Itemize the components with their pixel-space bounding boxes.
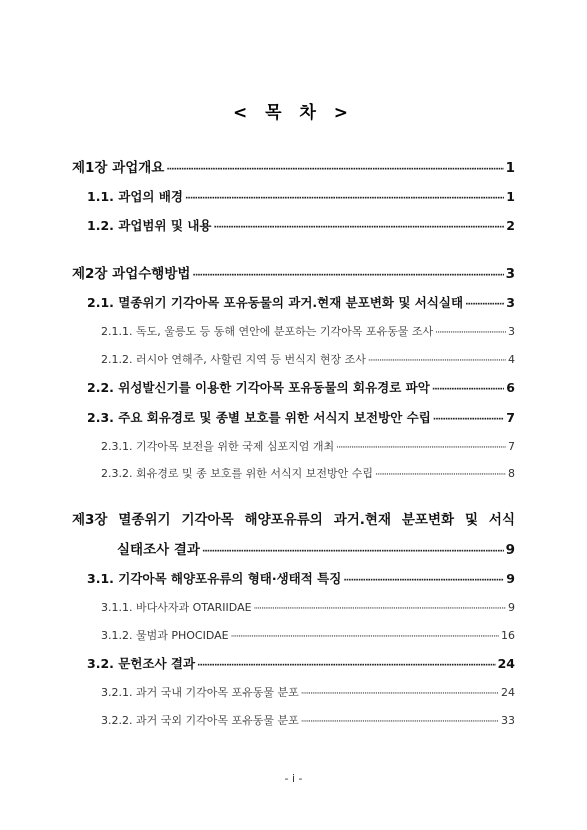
toc-entry-page: 6 (506, 380, 515, 395)
toc-entry-3-2-2[interactable] (101, 712, 515, 728)
toc-entry-page: 9 (508, 601, 515, 614)
toc-entry-label: 1.2. 과업범위 및 내용 (87, 218, 212, 233)
leader-dots (185, 195, 504, 204)
page-number: - i - (284, 772, 303, 785)
leader-dots (465, 301, 504, 310)
toc-entry-label: 2.1.2. 러시아 연해주, 사할린 지역 등 번식지 현장 조사 (101, 353, 366, 366)
toc-title: < 목 차 > (232, 103, 355, 123)
toc-entry-ch1[interactable] (72, 156, 515, 176)
leader-dots (343, 577, 504, 586)
toc-entry-label: 제1장 과업개요 (72, 160, 165, 176)
toc-entry-label: 3.1. 기각아목 해양포유류의 형태·생태적 특징 (87, 571, 342, 586)
toc-entry-page: 8 (508, 467, 515, 480)
toc-entry-page: 7 (508, 440, 515, 453)
toc-entry-label: 3.1.2. 물범과 PHOCIDAE (101, 629, 229, 642)
toc-entry-ch3[interactable] (117, 538, 515, 558)
toc-entry-label: 2.3. 주요 회유경로 및 종별 보호를 위한 서식지 보전방안 수립 (87, 410, 431, 425)
leader-dots (433, 416, 505, 425)
leader-dots (254, 605, 506, 614)
toc-entry-label: 2.1.1. 독도, 울릉도 등 동해 연안에 분포하는 기각아목 포유동물 조사 (101, 325, 434, 338)
toc-entry-label: 실태조사 결과 (117, 542, 200, 558)
toc-entry-label: 3.2.2. 과거 국외 기각아목 포유동물 분포 (101, 714, 299, 727)
toc-entry-label: 1.1. 과업의 배경 (87, 189, 183, 204)
leader-dots (213, 224, 504, 233)
toc-entry-3-1[interactable] (87, 569, 515, 587)
leader-dots (435, 329, 506, 338)
toc-entry-2-1-1[interactable] (101, 323, 515, 339)
toc-entry-label: 제2장 과업수행방법 (72, 266, 191, 282)
toc-entry-label: 2.3.2. 회유경로 및 종 보호를 위한 서식지 보전방안 수립 (101, 467, 373, 480)
leader-dots (197, 662, 496, 671)
toc-entry-page: 33 (501, 714, 515, 727)
toc-entry-page: 24 (501, 686, 515, 699)
toc-entry-page: 2 (506, 218, 515, 233)
toc-entry-ch3-line1[interactable]: 제3장 멸종위기 기각아목 해양포유류의 과거.현재 분포변화 및 서식 (72, 512, 515, 528)
toc-entry-ch2[interactable] (72, 262, 515, 282)
toc-entry-page: 9 (506, 571, 515, 586)
leader-dots (231, 633, 499, 642)
toc-entry-3-2[interactable] (87, 654, 515, 672)
toc-entry-page: 1 (505, 160, 515, 176)
toc-entry-2-3-2[interactable] (101, 465, 515, 481)
leader-dots (336, 444, 506, 453)
toc-entry-page: 3 (506, 295, 515, 310)
toc-entry-1-2[interactable] (87, 216, 515, 234)
toc-entry-1-1[interactable] (87, 187, 515, 205)
leader-dots (192, 272, 503, 281)
toc-entry-2-3-1[interactable] (101, 438, 515, 454)
toc-entry-label: 3.1.1. 바다사자과 OTARIIDAE (101, 601, 252, 614)
toc-entry-page: 3 (505, 266, 515, 282)
leader-dots (166, 166, 503, 175)
leader-dots (301, 690, 499, 699)
toc-entry-2-3[interactable] (87, 408, 515, 426)
toc-entry-label: 3.2.1. 과거 국내 기각아목 포유동물 분포 (101, 686, 299, 699)
leader-dots (432, 386, 504, 395)
toc-entry-label: 2.2. 위성발신기를 이용한 기각아목 포유동물의 회유경로 파악 (87, 380, 430, 395)
toc-entry-page: 1 (506, 189, 515, 204)
toc-entry-3-1-1[interactable] (101, 599, 515, 615)
toc-entry-page: 9 (505, 542, 515, 558)
toc-entry-2-1[interactable] (87, 293, 515, 311)
leader-dots (375, 471, 506, 480)
leader-dots (202, 548, 504, 557)
toc-entry-3-1-2[interactable] (101, 627, 515, 643)
toc-entry-label: 2.3.1. 기각아목 보전을 위한 국제 심포지엄 개최 (101, 440, 335, 453)
toc-entry-3-2-1[interactable] (101, 684, 515, 700)
toc-entry-page: 3 (508, 325, 515, 338)
toc-entry-page: 24 (497, 656, 515, 671)
toc-entry-page: 7 (506, 410, 515, 425)
toc-entry-page: 4 (508, 353, 515, 366)
toc-entry-2-1-2[interactable] (101, 351, 515, 367)
leader-dots (301, 718, 499, 727)
toc-entry-page: 16 (501, 629, 515, 642)
toc-entry-label: 3.2. 문헌조사 결과 (87, 656, 196, 671)
toc-entry-2-2[interactable] (87, 378, 515, 396)
toc-entry-label: 2.1. 멸종위기 기각아목 포유동물의 과거.현재 분포변화 및 서식실태 (87, 295, 464, 310)
leader-dots (368, 357, 506, 366)
